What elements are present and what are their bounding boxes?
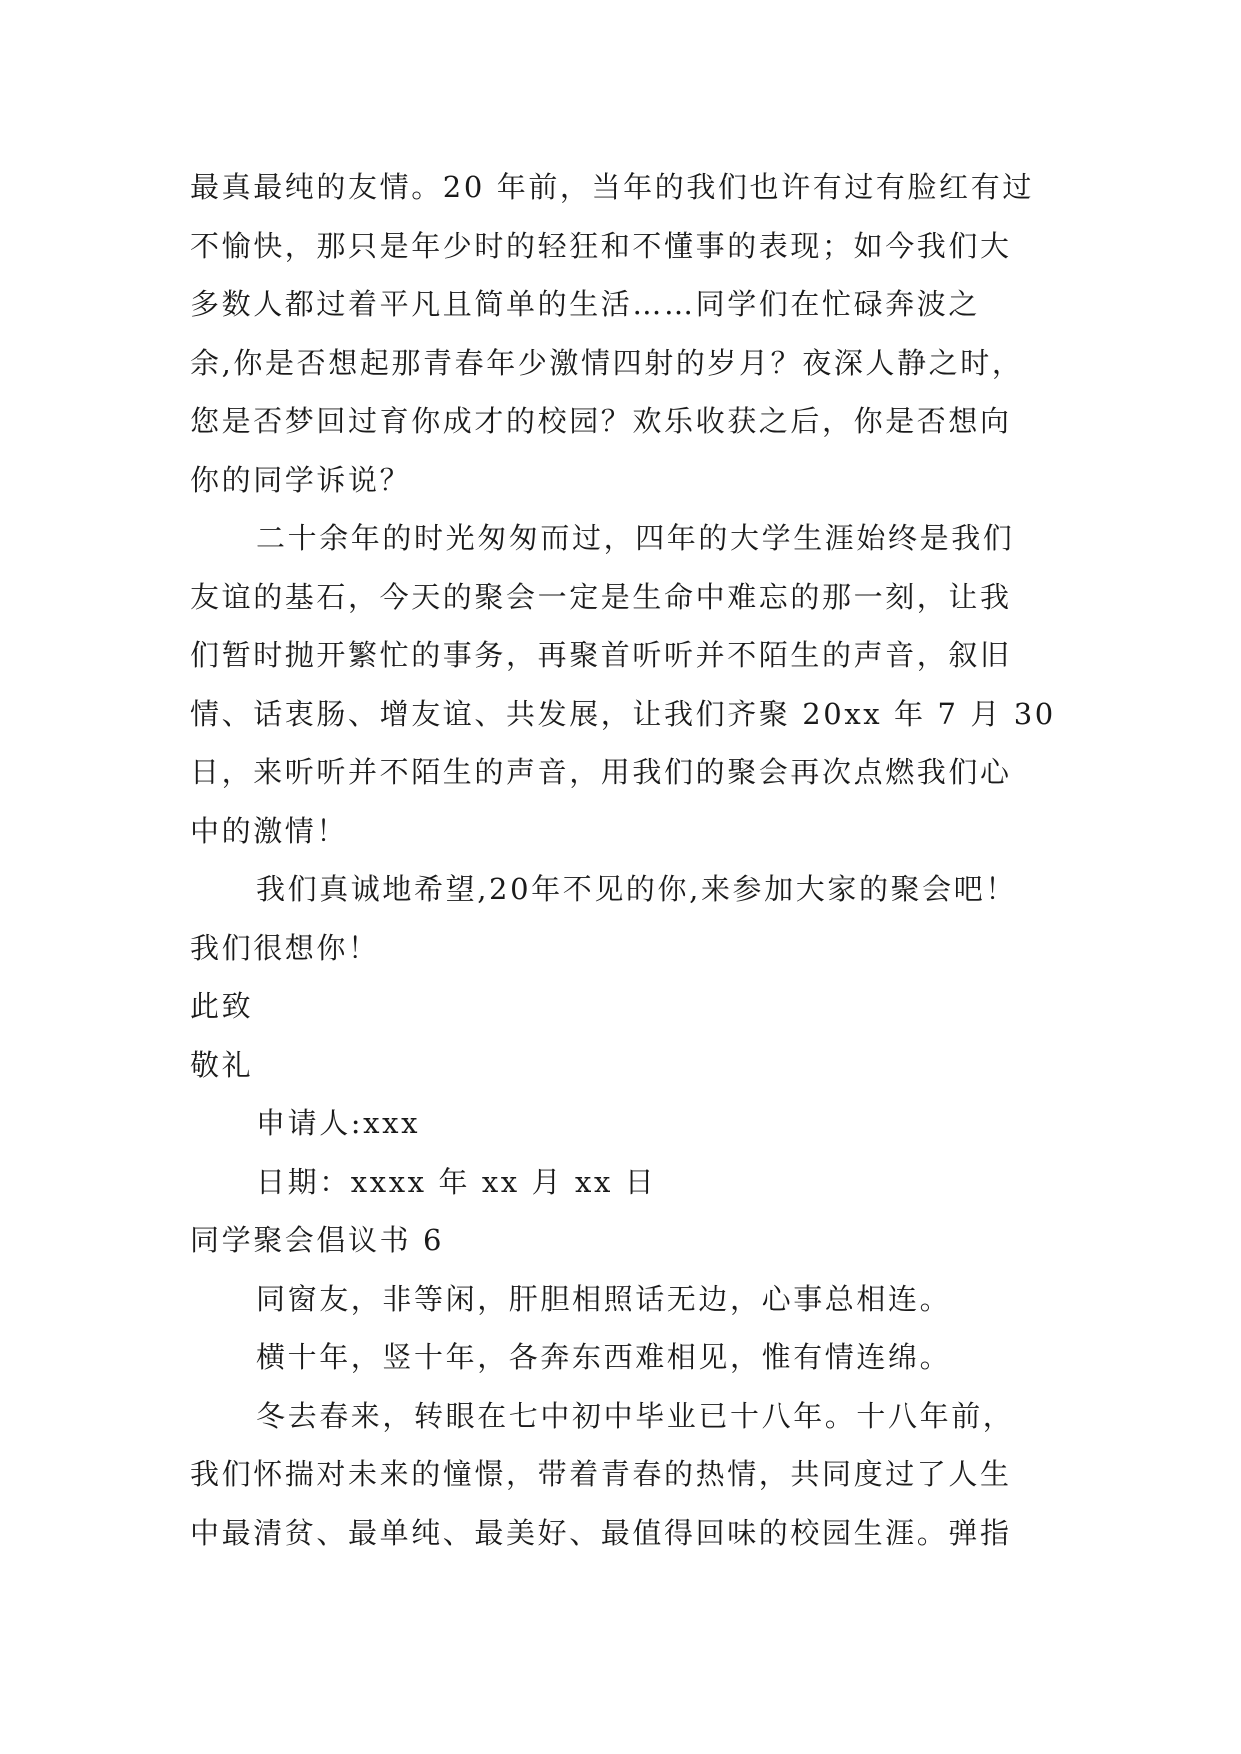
text-line: 们暂时抛开繁忙的事务，再聚首听听并不陌生的声音，叙旧 [190,638,1012,672]
text-line: 余,你是否想起那青春年少激情四射的岁月？夜深人静之时， [190,345,1024,380]
text-line: 二十余年的时光匆匆而过，四年的大学生涯始终是我们 [256,521,1015,555]
text-line: 中最清贫、最单纯、最美好、最值得回味的校园生涯。弹指 [190,1515,1012,1550]
text-line: 多数人都过着平凡且简单的生活……同学们在忙碌奔波之 [190,287,981,321]
text-line: 我们真诚地希望,20年不见的你,来参加大家的聚会吧！ [256,872,1017,906]
text-line: 日，来听听并不陌生的声音，用我们的聚会再次点燃我们心 [190,755,1012,789]
text-line: 同窗友，非等闲，肝胆相照话无边，心事总相连。 [256,1281,952,1316]
text-line: 冬去春来，转眼在七中初中毕业已十八年。十八年前， [256,1398,1015,1433]
text-line: 横十年，竖十年，各奔东西难相见，惟有情连绵。 [256,1340,952,1374]
text-line: 同学聚会倡议书 6 [190,1223,445,1257]
text-line: 最真最纯的友情。20 年前，当年的我们也许有过有脸红有过 [190,170,1034,204]
text-line: 日期：xxxx 年 xx 月 xx 日 [256,1164,657,1199]
text-line: 我们怀揣对未来的憧憬，带着青春的热情，共同度过了人生 [190,1457,1012,1491]
text-line: 您是否梦回过育你成才的校园？欢乐收获之后，你是否想向 [190,404,1012,438]
text-line: 你的同学诉说？ [190,462,412,497]
text-line: 情、话衷肠、增友谊、共发展，让我们齐聚 20xx 年 7 月 30 [190,696,1056,731]
text-line: 此致 [190,989,254,1023]
document-body [190,158,1070,1562]
text-line: 中的激情！ [190,813,349,848]
text-line: 我们很想你！ [190,930,380,965]
text-line: 申请人:xxx [256,1106,421,1140]
text-line: 友谊的基石，今天的聚会一定是生命中难忘的那一刻，让我 [190,579,1012,614]
text-line: 敬礼 [190,1047,254,1082]
text-line: 不愉快，那只是年少时的轻狂和不懂事的表现；如今我们大 [190,228,1012,263]
